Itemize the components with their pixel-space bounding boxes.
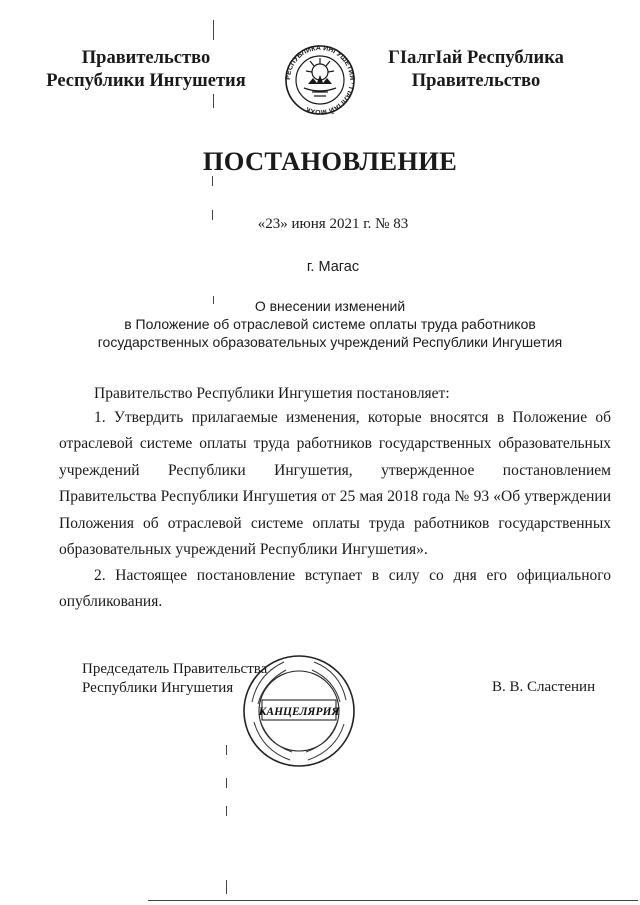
- document-city: г. Магас: [306, 259, 360, 275]
- emblem-ring-text: РЕСПУБЛИКА ИНГУШЕТИЯ · ГIАЛГIАЙ МОХК: [284, 44, 356, 116]
- subject-line-3: государственных образовательных учреждений Республики Ингушетия: [97, 334, 563, 350]
- scan-artifact: [226, 745, 227, 755]
- preamble: Правительство Республики Ингушетия постановляет:: [94, 385, 450, 402]
- signatory-name: В. В. Сластенин: [492, 679, 596, 695]
- scan-artifact: [226, 880, 227, 894]
- document-date-number: «23» июня 2021 г. № 83: [257, 216, 409, 232]
- header-right: [376, 47, 576, 93]
- document-subject: [80, 297, 580, 351]
- header-left: [30, 47, 262, 93]
- signatory-position-line-1: Председатель Правительства: [82, 661, 268, 677]
- header-right-line-2: Правительство: [411, 71, 541, 91]
- signatory-position-line-2: Республики Ингушетия: [82, 680, 234, 696]
- scan-artifact: [212, 210, 213, 220]
- header-left-line-1: Правительство: [81, 48, 211, 68]
- scan-artifact: [226, 778, 227, 788]
- item-1-paragraph: 1. Утвердить прилагаемые изменения, которые вносятся в Положение об отраслевой системе оплаты труда работников государственных образовательных учреждений Республики Ингушетия, утвержденное постановлением Правительства Республики Ингушетия от 25 мая 2018 года № 93 «Об утверждении Положения об отраслевой системе оплаты труда работников государственных образовательных учреждений Республики Ингушетия».: [59, 409, 611, 559]
- stamp-label: КАНЦЕЛЯРИЯ: [258, 706, 340, 718]
- header-left-line-2: Республики Ингушетия: [46, 71, 246, 91]
- subject-line-2: в Положение об отраслевой системе оплаты труда работников: [124, 316, 536, 332]
- scan-artifact: [212, 176, 213, 186]
- scan-artifact: [213, 94, 214, 108]
- scan-bottom-edge: [148, 900, 638, 901]
- item-2-paragraph: 2. Настоящее постановление вступает в силу со дня его официального опубликования.: [59, 567, 611, 611]
- scan-artifact: [226, 806, 227, 816]
- header-right-line-1: ГIалгIай Республика: [388, 48, 564, 68]
- document-title: ПОСТАНОВЛЕНИЕ: [202, 146, 458, 176]
- subject-line-1: О внесении изменений: [254, 298, 406, 314]
- scan-artifact: [213, 296, 214, 304]
- coat-of-arms-emblem: [280, 44, 360, 116]
- scan-artifact: [213, 20, 214, 40]
- office-stamp: [240, 652, 358, 770]
